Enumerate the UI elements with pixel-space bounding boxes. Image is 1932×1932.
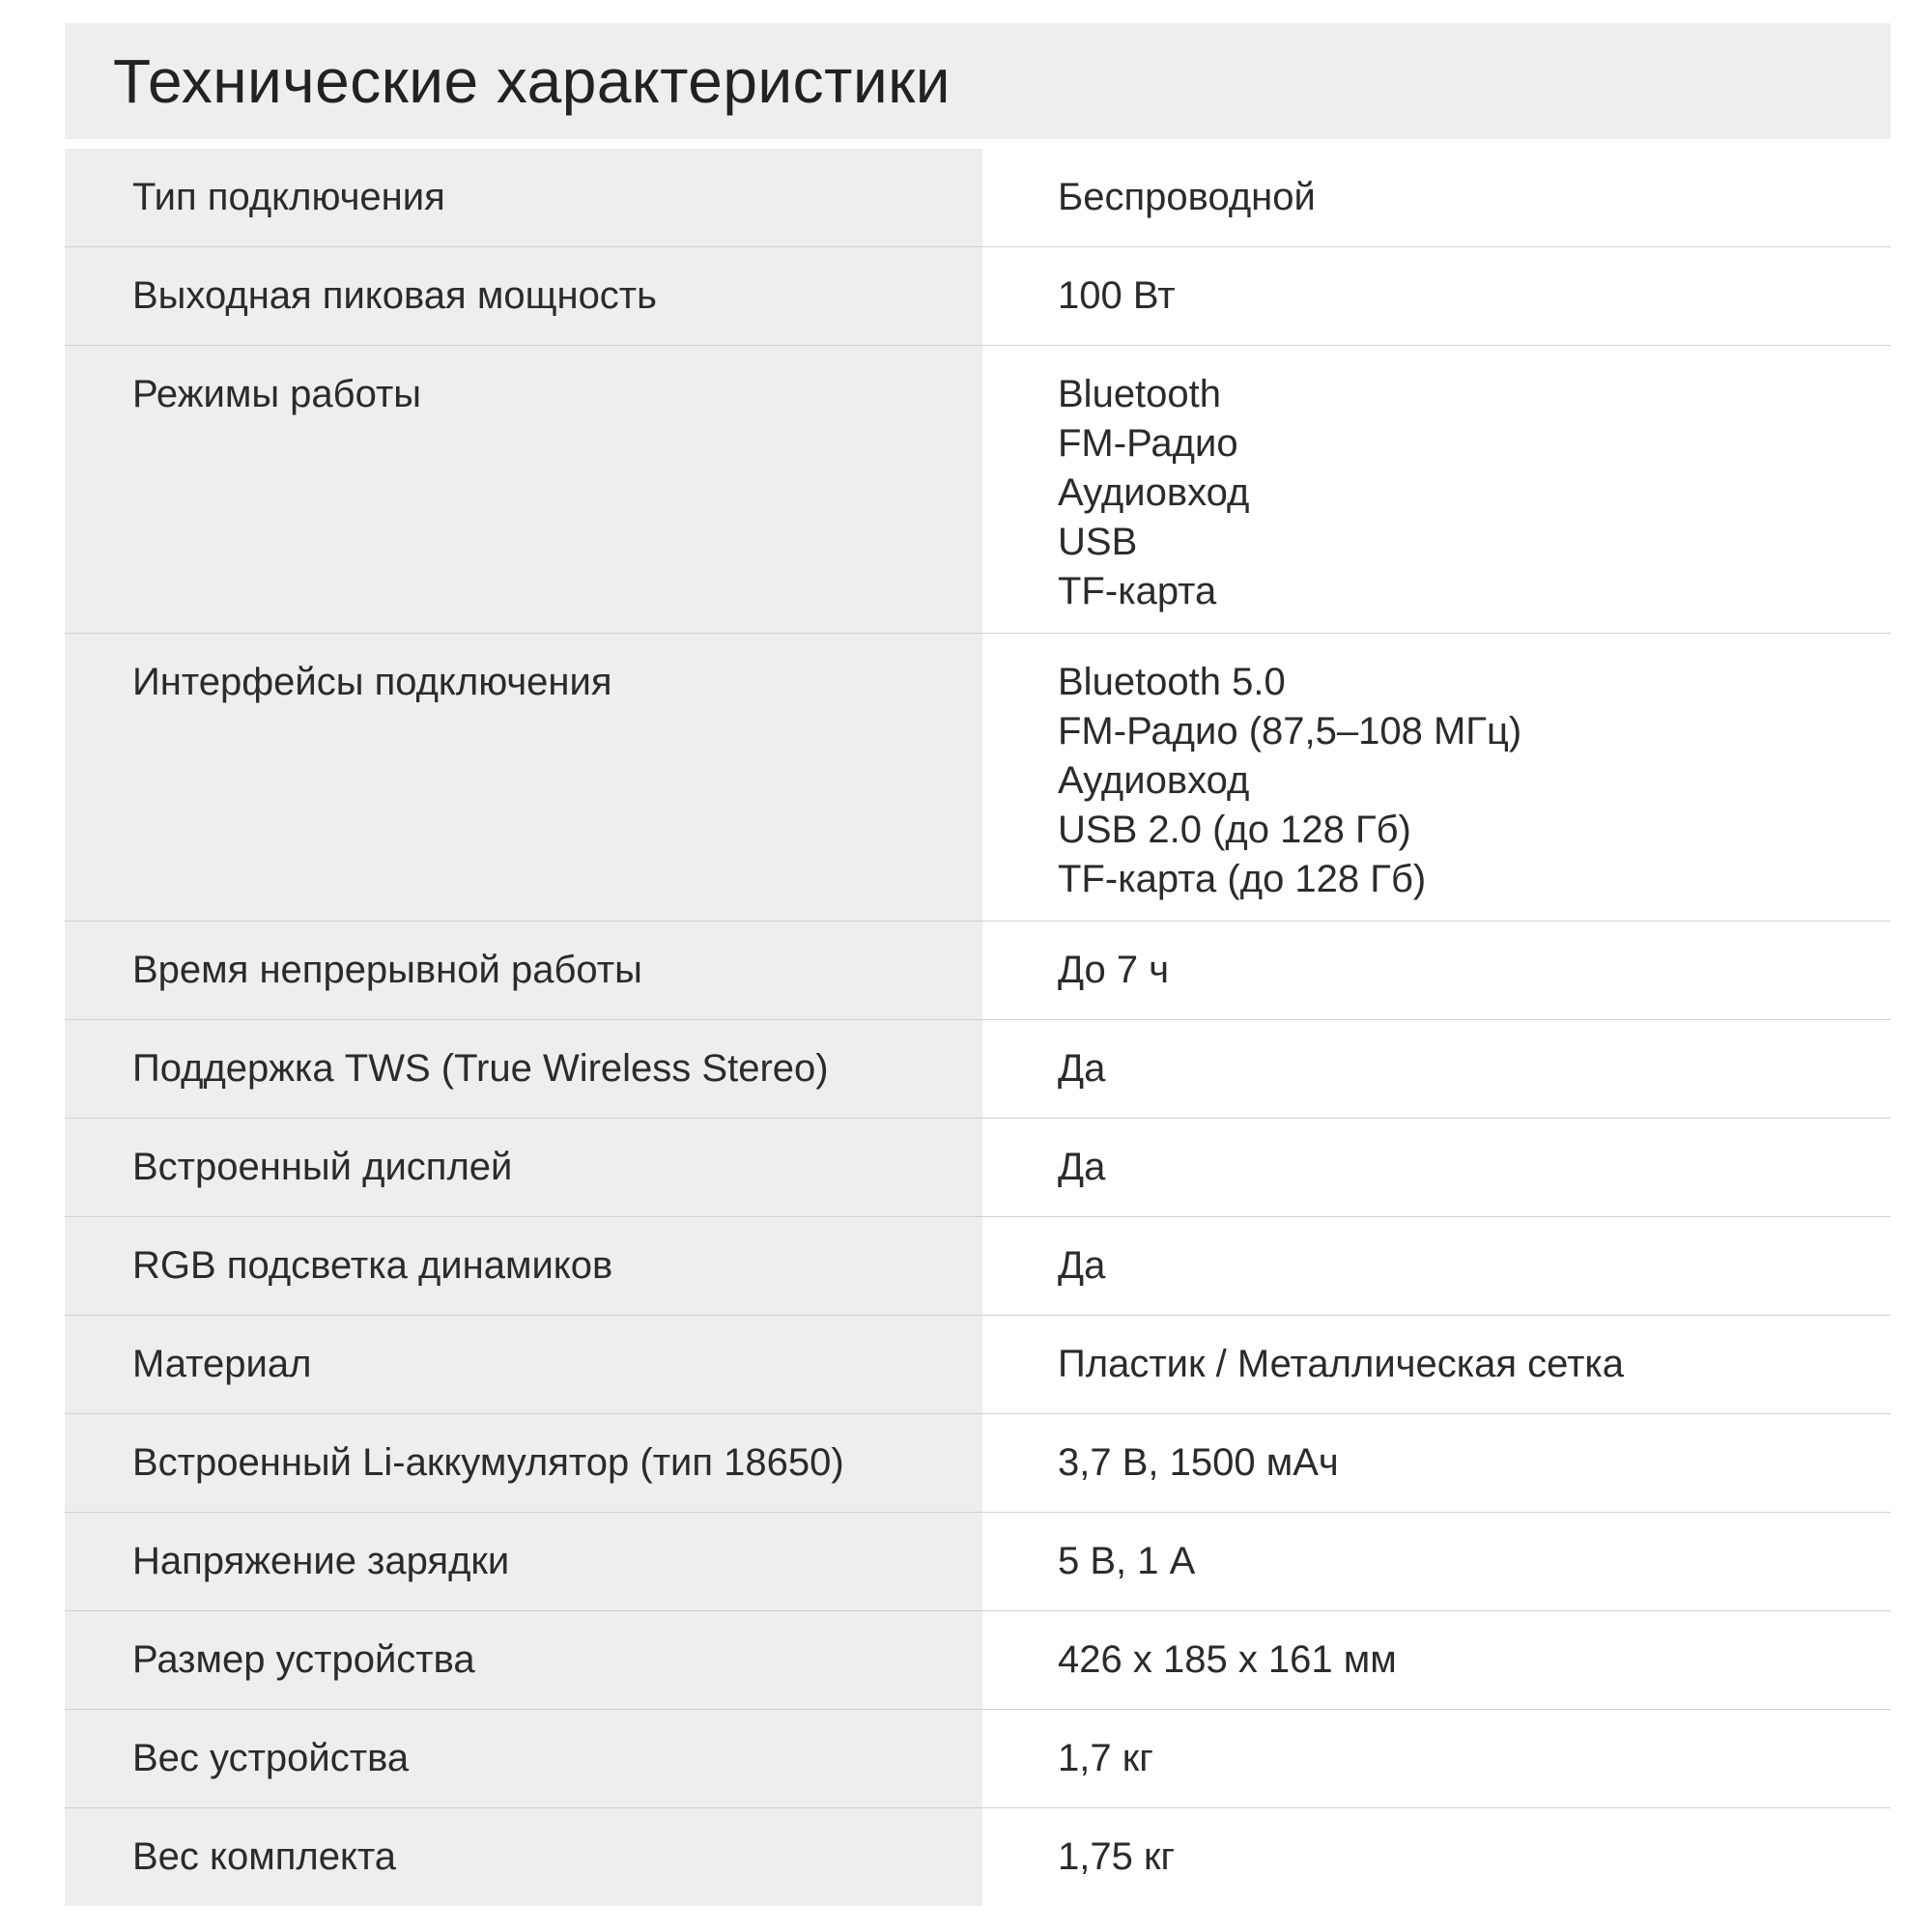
- spec-value: [982, 1119, 1890, 1216]
- spec-value: [982, 1710, 1890, 1807]
- spec-row: [65, 1316, 1890, 1414]
- spec-label: Напряжение зарядки: [65, 1513, 982, 1610]
- spec-label: Время непрерывной работы: [65, 922, 982, 1019]
- spec-value-line: FM-Радио: [1058, 422, 1238, 465]
- spec-value-line: 1,7 кг: [1058, 1737, 1153, 1779]
- spec-table: [65, 149, 1890, 1906]
- spec-value-line: Да: [1058, 1146, 1106, 1188]
- spec-value-line: Да: [1058, 1244, 1106, 1287]
- spec-value: [982, 1808, 1890, 1906]
- spec-value-line: Bluetooth 5.0: [1058, 661, 1286, 703]
- spec-value-line: USB 2.0 (до 128 Гб): [1058, 809, 1411, 851]
- spec-value: [982, 1217, 1890, 1315]
- spec-row: [65, 1414, 1890, 1513]
- spec-label: Вес устройства: [65, 1710, 982, 1807]
- spec-row: [65, 634, 1890, 922]
- spec-value-line: 5 В, 1 А: [1058, 1540, 1196, 1582]
- spec-label: Поддержка TWS (True Wireless Stereo): [65, 1020, 982, 1118]
- spec-value: [982, 1513, 1890, 1610]
- spec-row: [65, 247, 1890, 346]
- spec-value-line: 100 Вт: [1058, 274, 1176, 317]
- spec-label: Встроенный дисплей: [65, 1119, 982, 1216]
- spec-row: [65, 1611, 1890, 1710]
- spec-label: Встроенный Li-аккумулятор (тип 18650): [65, 1414, 982, 1512]
- spec-label: Интерфейсы подключения: [65, 634, 982, 921]
- spec-row: [65, 346, 1890, 634]
- spec-row: [65, 1119, 1890, 1217]
- spec-value-line: До 7 ч: [1058, 949, 1170, 991]
- spec-sheet: [65, 23, 1890, 1906]
- spec-value-line: 3,7 В, 1500 мАч: [1058, 1441, 1339, 1484]
- spec-value: [982, 1611, 1890, 1709]
- spec-value-line: Беспроводной: [1058, 176, 1316, 218]
- spec-row: [65, 1020, 1890, 1119]
- spec-row: [65, 922, 1890, 1020]
- spec-value-line: USB: [1058, 521, 1138, 563]
- spec-value-line: FM-Радио (87,5–108 МГц): [1058, 710, 1522, 753]
- spec-value-line: Аудиовход: [1058, 471, 1250, 514]
- spec-value: [982, 922, 1890, 1019]
- spec-label: Материал: [65, 1316, 982, 1413]
- spec-value: [982, 346, 1890, 633]
- spec-value-line: TF-карта (до 128 Гб): [1058, 858, 1427, 900]
- spec-value: [982, 149, 1890, 246]
- spec-label: Режимы работы: [65, 346, 982, 633]
- spec-label: Тип подключения: [65, 149, 982, 246]
- spec-value-line: Bluetooth: [1058, 373, 1222, 415]
- spec-row: [65, 149, 1890, 247]
- spec-value: [982, 1414, 1890, 1512]
- spec-value-line: Пластик / Металлическая сетка: [1058, 1343, 1625, 1385]
- spec-value-line: 426 x 185 x 161 мм: [1058, 1638, 1397, 1681]
- spec-value-line: TF-карта: [1058, 570, 1217, 612]
- spec-value: [982, 1020, 1890, 1118]
- page-title: Технические характеристики: [113, 46, 951, 116]
- spec-row: [65, 1217, 1890, 1316]
- spec-value: [982, 1316, 1890, 1413]
- spec-label: Вес комплекта: [65, 1808, 982, 1906]
- spec-label: Размер устройства: [65, 1611, 982, 1709]
- spec-row: [65, 1513, 1890, 1611]
- spec-label: Выходная пиковая мощность: [65, 247, 982, 345]
- spec-value: [982, 634, 1890, 921]
- title-bar: [65, 23, 1890, 139]
- spec-row: [65, 1710, 1890, 1808]
- spec-value-line: Да: [1058, 1047, 1106, 1090]
- spec-row: [65, 1808, 1890, 1906]
- spec-value-line: Аудиовход: [1058, 759, 1250, 802]
- spec-value-line: 1,75 кг: [1058, 1835, 1176, 1878]
- spec-label: RGB подсветка динамиков: [65, 1217, 982, 1315]
- spec-value: [982, 247, 1890, 345]
